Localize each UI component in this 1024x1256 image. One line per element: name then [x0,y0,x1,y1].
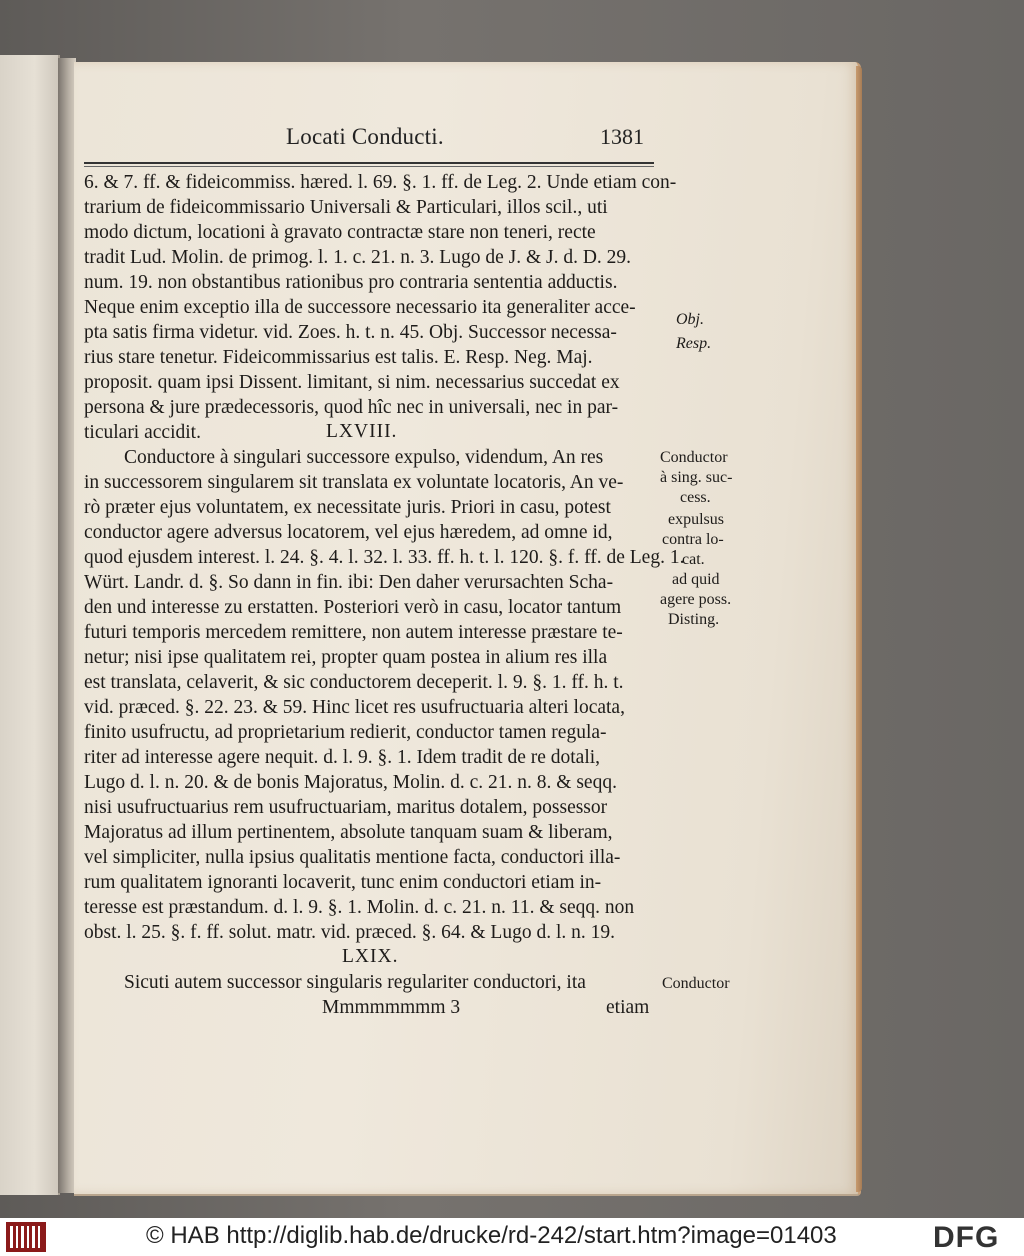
page-number: 1381 [600,124,644,149]
margin-note-resp: Resp. [676,335,712,352]
body-line: vel simpliciter, nulla ipsius qualitatis mentione facta, conductori illa- [84,847,621,868]
body-line: ticulari accidit. [84,422,201,443]
body-line: rò præter ejus voluntatem, ex necessitate juris. Priori in casu, potest [84,497,611,518]
body-line: Würt. Landr. d. §. So dann in fin. ibi: Den daher verursachten Scha- [84,572,614,593]
margin-note-line: ad quid [672,571,720,588]
body-line: Majoratus ad illum pertinentem, absolute tanquam suam & liberam, [84,822,613,843]
body-line: num. 19. non obstantibus rationibus pro contraria sententia adductis. [84,272,618,293]
body-line: in successorem singularem sit translata ex voluntate locatoris, An ve- [84,472,624,493]
body-line: teresse est præstandum. d. l. 9. §. 1. Molin. d. c. 21. n. 11. & seqq. non [84,897,635,918]
body-line: modo dictum, locationi à gravato contractæ stare non teneri, recte [84,222,596,243]
body-line: tradit Lud. Molin. de primog. l. 1. c. 21. n. 3. Lugo de J. & J. d. D. 29. [84,247,632,268]
page-edge [856,66,862,1192]
margin-note-line: contra lo- [662,531,724,548]
body-line: finito usufructu, ad proprietarium redierit, conductor tamen regula- [84,722,607,743]
body-line: trarium de fideicommissario Universali & Particulari, illos scil., uti [84,197,608,218]
header-rule [84,162,654,167]
running-head: Locati Conducti. [286,124,444,149]
margin-note-line: Disting. [668,611,720,628]
signature-mark: Mmmmmmmm 3 [322,997,461,1018]
body-line: obst. l. 25. §. f. ff. solut. matr. vid. præced. §. 64. & Lugo d. l. n. 19. [84,922,615,943]
body-line: vid. præced. §. 22. 23. & 59. Hinc licet res usufructuaria alteri locata, [84,697,625,718]
body-line: conductor agere adversus locatorem, vel ejus hæredem, ad omne id, [84,522,613,543]
section-heading: LXVIII. [326,421,398,442]
margin-note-line: cess. [680,489,711,506]
margin-note-conductor: Conductor [662,975,730,992]
library-barcode-icon [6,1222,46,1252]
catchword: etiam [606,997,650,1018]
body-line: Lugo d. l. n. 20. & de bonis Majoratus, Molin. d. c. 21. n. 8. & seqq. [84,772,617,793]
body-line: den und interesse zu erstatten. Posteriori verò in casu, locator tantum [84,597,622,618]
body-line: proposit. quam ipsi Dissent. limitant, si nim. necessarius succedat ex [84,372,620,393]
body-line: est translata, celaverit, & sic conductorem deceperit. l. 9. §. 1. ff. h. t. [84,672,624,693]
previous-page-edge [0,55,60,1195]
body-line: 6. & 7. ff. & fideicommiss. hæred. l. 69. §. 1. ff. de Leg. 2. Unde etiam con- [84,172,677,193]
body-line: persona & jure prædecessoris, quod hîc nec in universali, nec in par- [84,397,619,418]
dfg-logo: DFG [933,1221,1000,1254]
margin-note-line: agere poss. [660,591,732,608]
body-line: rius stare tenetur. Fideicommissarius est talis. E. Resp. Neg. Maj. [84,347,593,368]
body-line: futuri temporis mercedem remittere, non autem interesse præstare te- [84,622,623,643]
body-line: rum qualitatem ignoranti locaverit, tunc enim conductori etiam in- [84,872,602,893]
copyright-link[interactable]: © HAB http://diglib.hab.de/drucke/rd-242/start.htm?image=01403 [146,1222,837,1249]
margin-note-line: à sing. suc- [660,469,733,486]
margin-note-line: Conductor [660,449,728,466]
margin-note-line: cat. [682,551,705,568]
body-line: pta satis firma videtur. vid. Zoes. h. t. n. 45. Obj. Successor necessa- [84,322,617,343]
margin-note-obj: Obj. [676,311,704,328]
body-line: nisi usufructuarius rem usufructuariam, maritus dotalem, possessor [84,797,608,818]
section-heading: LXIX. [342,946,399,967]
margin-note-line: expulsus [668,511,724,528]
body-line: quod ejusdem interest. l. 24. §. 4. l. 32. l. 33. ff. h. t. l. 120. §. f. ff. de Leg. 1. [84,547,685,568]
body-line: Conductore à singulari successore expulso, videndum, An res [124,447,604,468]
body-line: Neque enim exceptio illa de successore necessario ita generaliter acce- [84,297,636,318]
body-line: riter ad interesse agere nequit. d. l. 9. §. 1. Idem tradit de re dotali, [84,747,601,768]
body-line: netur; nisi ipse qualitatem rei, propter quam postea in alium res illa [84,647,608,668]
body-line: Sicuti autem successor singularis regulariter conductori, ita [124,972,586,993]
